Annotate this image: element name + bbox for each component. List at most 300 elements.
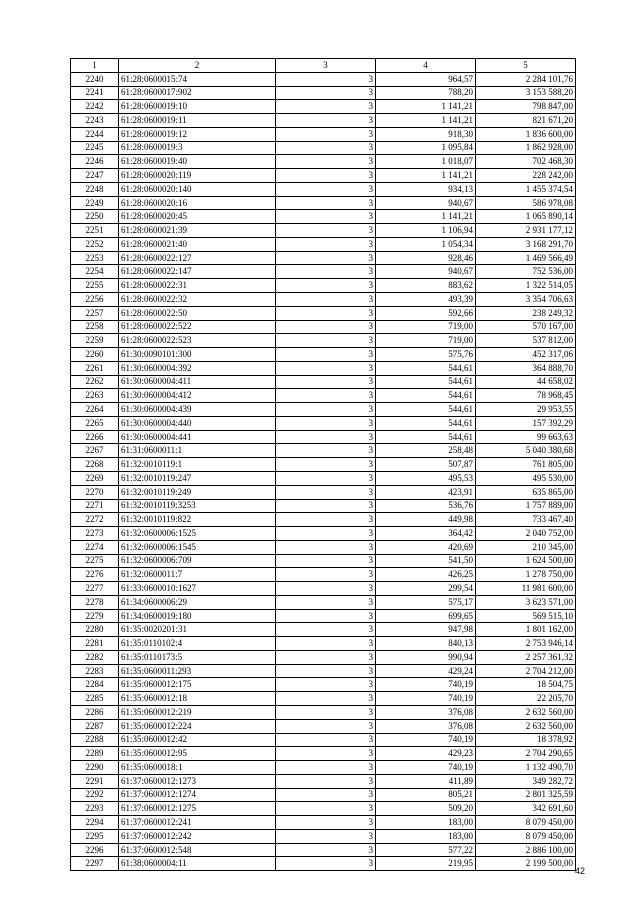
table-row <box>71 623 576 637</box>
cadastral-value-cell: 342 691,60 <box>476 802 576 816</box>
row-number-cell: 2261 <box>71 361 119 375</box>
cadastral-value-cell: 2 704 290,65 <box>476 747 576 761</box>
table-row <box>71 527 576 541</box>
cadastral-number-cell: 61:37:0600012:548 <box>119 843 276 857</box>
group-cell: 3 <box>276 857 376 871</box>
table-row <box>71 127 576 141</box>
cadastral-number-cell: 61:28:0600022:127 <box>119 251 276 265</box>
row-number-cell: 2294 <box>71 816 119 830</box>
group-cell: 3 <box>276 664 376 678</box>
cadastral-value-cell: 452 317,06 <box>476 348 576 362</box>
group-cell: 3 <box>276 458 376 472</box>
group-cell: 3 <box>276 251 376 265</box>
group-cell: 3 <box>276 513 376 527</box>
group-cell: 3 <box>276 540 376 554</box>
group-cell: 3 <box>276 637 376 651</box>
table-row <box>71 499 576 513</box>
row-number-cell: 2284 <box>71 678 119 692</box>
group-cell: 3 <box>276 527 376 541</box>
specific-value-cell: 1 106,94 <box>376 224 476 238</box>
specific-value-cell: 592,66 <box>376 306 476 320</box>
row-number-cell: 2243 <box>71 114 119 128</box>
specific-value-cell: 299,54 <box>376 582 476 596</box>
row-number-cell: 2254 <box>71 265 119 279</box>
table-row <box>71 375 576 389</box>
specific-value-cell: 575,76 <box>376 348 476 362</box>
group-cell: 3 <box>276 320 376 334</box>
row-number-cell: 2292 <box>71 788 119 802</box>
cadastral-number-cell: 61:28:0600021:39 <box>119 224 276 238</box>
row-number-cell: 2255 <box>71 279 119 293</box>
row-number-cell: 2253 <box>71 251 119 265</box>
specific-value-cell: 1 141,21 <box>376 210 476 224</box>
table-row <box>71 224 576 238</box>
cadastral-number-cell: 61:32:0010119:822 <box>119 513 276 527</box>
row-number-cell: 2275 <box>71 554 119 568</box>
cadastral-value-cell: 2 801 325,59 <box>476 788 576 802</box>
cadastral-value-cell: 1 132 490,70 <box>476 761 576 775</box>
specific-value-cell: 423,91 <box>376 485 476 499</box>
table-row <box>71 155 576 169</box>
specific-value-cell: 376,08 <box>376 719 476 733</box>
group-cell: 3 <box>276 210 376 224</box>
table-row <box>71 650 576 664</box>
cadastral-number-cell: 61:28:0600019:10 <box>119 100 276 114</box>
table-row <box>71 72 576 86</box>
cadastral-value-cell: 1 836 600,00 <box>476 127 576 141</box>
table-row <box>71 540 576 554</box>
row-number-cell: 2247 <box>71 169 119 183</box>
cadastral-number-cell: 61:31:0600011:1 <box>119 444 276 458</box>
specific-value-cell: 940,67 <box>376 265 476 279</box>
cadastral-number-cell: 61:28:0600020:16 <box>119 196 276 210</box>
cadastral-number-cell: 61:28:0600022:31 <box>119 279 276 293</box>
cadastral-number-cell: 61:28:0600015:74 <box>119 72 276 86</box>
group-cell: 3 <box>276 114 376 128</box>
specific-value-cell: 544,61 <box>376 416 476 430</box>
row-number-cell: 2251 <box>71 224 119 238</box>
table-row <box>71 829 576 843</box>
specific-value-cell: 183,00 <box>376 816 476 830</box>
cadastral-number-cell: 61:35:0020201:31 <box>119 623 276 637</box>
specific-value-cell: 699,65 <box>376 609 476 623</box>
row-number-cell: 2297 <box>71 857 119 871</box>
cadastral-number-cell: 61:35:0600012:224 <box>119 719 276 733</box>
table-row <box>71 237 576 251</box>
cadastral-value-cell: 635 865,00 <box>476 485 576 499</box>
cadastral-number-cell: 61:32:0600006:709 <box>119 554 276 568</box>
cadastral-value-cell: 2 040 752,00 <box>476 527 576 541</box>
table-row <box>71 637 576 651</box>
row-number-cell: 2286 <box>71 705 119 719</box>
specific-value-cell: 947,98 <box>376 623 476 637</box>
table-row <box>71 251 576 265</box>
cadastral-number-cell: 61:32:0010119:249 <box>119 485 276 499</box>
row-number-cell: 2257 <box>71 306 119 320</box>
cadastral-number-cell: 61:28:0600019:40 <box>119 155 276 169</box>
table-row <box>71 843 576 857</box>
cadastral-value-cell: 44 658,02 <box>476 375 576 389</box>
row-number-cell: 2268 <box>71 458 119 472</box>
table-row <box>71 293 576 307</box>
row-number-cell: 2265 <box>71 416 119 430</box>
group-cell: 3 <box>276 279 376 293</box>
cadastral-number-cell: 61:28:0600022:523 <box>119 334 276 348</box>
row-number-cell: 2264 <box>71 403 119 417</box>
cadastral-value-cell: 1 278 750,00 <box>476 568 576 582</box>
table-row <box>71 210 576 224</box>
group-cell: 3 <box>276 375 376 389</box>
row-number-cell: 2293 <box>71 802 119 816</box>
cadastral-number-cell: 61:37:0600012:242 <box>119 829 276 843</box>
cadastral-number-cell: 61:32:0600006:1525 <box>119 527 276 541</box>
specific-value-cell: 364,42 <box>376 527 476 541</box>
group-cell: 3 <box>276 416 376 430</box>
specific-value-cell: 1 018,07 <box>376 155 476 169</box>
table-row <box>71 430 576 444</box>
specific-value-cell: 740,19 <box>376 692 476 706</box>
cadastral-number-cell: 61:38:0600004:11 <box>119 857 276 871</box>
group-cell: 3 <box>276 595 376 609</box>
row-number-cell: 2241 <box>71 86 119 100</box>
table-row <box>71 348 576 362</box>
group-cell: 3 <box>276 816 376 830</box>
table-row <box>71 306 576 320</box>
row-number-cell: 2279 <box>71 609 119 623</box>
table-row <box>71 485 576 499</box>
cadastral-value-cell: 586 978,08 <box>476 196 576 210</box>
cadastral-value-cell: 349 282,72 <box>476 774 576 788</box>
table-row <box>71 568 576 582</box>
cadastral-value-cell: 8 079 450,00 <box>476 829 576 843</box>
group-cell: 3 <box>276 568 376 582</box>
cadastral-value-cell: 3 153 588,20 <box>476 86 576 100</box>
row-number-cell: 2291 <box>71 774 119 788</box>
group-cell: 3 <box>276 499 376 513</box>
specific-value-cell: 493,39 <box>376 293 476 307</box>
row-number-cell: 2280 <box>71 623 119 637</box>
cadastral-value-cell: 2 753 946,14 <box>476 637 576 651</box>
table-row <box>71 719 576 733</box>
table-row <box>71 816 576 830</box>
row-number-cell: 2245 <box>71 141 119 155</box>
specific-value-cell: 426,25 <box>376 568 476 582</box>
cadastral-value-cell: 752 536,00 <box>476 265 576 279</box>
specific-value-cell: 376,08 <box>376 705 476 719</box>
cadastral-number-cell: 61:32:0010119:247 <box>119 471 276 485</box>
group-cell: 3 <box>276 86 376 100</box>
group-cell: 3 <box>276 623 376 637</box>
table-row <box>71 513 576 527</box>
cadastral-number-cell: 61:28:0600021:40 <box>119 237 276 251</box>
specific-value-cell: 883,62 <box>376 279 476 293</box>
cadastral-value-cell: 2 632 560,00 <box>476 705 576 719</box>
cadastral-value-cell: 2 704 212,00 <box>476 664 576 678</box>
table-row <box>71 582 576 596</box>
column-header: 1 <box>71 59 119 73</box>
cadastral-value-cell: 1 065 890,14 <box>476 210 576 224</box>
specific-value-cell: 719,00 <box>376 320 476 334</box>
group-cell: 3 <box>276 705 376 719</box>
specific-value-cell: 449,98 <box>376 513 476 527</box>
row-number-cell: 2259 <box>71 334 119 348</box>
row-number-cell: 2276 <box>71 568 119 582</box>
cadastral-value-cell: 8 079 450,00 <box>476 816 576 830</box>
cadastral-number-cell: 61:30:0090101:300 <box>119 348 276 362</box>
group-cell: 3 <box>276 100 376 114</box>
table-row <box>71 692 576 706</box>
table-row <box>71 444 576 458</box>
row-number-cell: 2258 <box>71 320 119 334</box>
specific-value-cell: 928,46 <box>376 251 476 265</box>
specific-value-cell: 740,19 <box>376 733 476 747</box>
group-cell: 3 <box>276 265 376 279</box>
table-row <box>71 761 576 775</box>
table-row <box>71 774 576 788</box>
table-row <box>71 664 576 678</box>
table-row <box>71 705 576 719</box>
group-cell: 3 <box>276 471 376 485</box>
row-number-cell: 2248 <box>71 182 119 196</box>
group-cell: 3 <box>276 609 376 623</box>
group-cell: 3 <box>276 196 376 210</box>
row-number-cell: 2295 <box>71 829 119 843</box>
specific-value-cell: 420,69 <box>376 540 476 554</box>
specific-value-cell: 544,61 <box>376 389 476 403</box>
table-row <box>71 141 576 155</box>
row-number-cell: 2252 <box>71 237 119 251</box>
specific-value-cell: 411,89 <box>376 774 476 788</box>
cadastral-value-cell: 537 812,00 <box>476 334 576 348</box>
column-header: 4 <box>376 59 476 73</box>
specific-value-cell: 544,61 <box>376 430 476 444</box>
specific-value-cell: 1 141,21 <box>376 114 476 128</box>
cadastral-value-cell: 78 968,45 <box>476 389 576 403</box>
specific-value-cell: 840,13 <box>376 637 476 651</box>
cadastral-number-cell: 61:28:0600022:522 <box>119 320 276 334</box>
row-number-cell: 2296 <box>71 843 119 857</box>
table-row <box>71 416 576 430</box>
cadastral-value-cell: 1 322 514,05 <box>476 279 576 293</box>
specific-value-cell: 544,61 <box>376 361 476 375</box>
row-number-cell: 2283 <box>71 664 119 678</box>
row-number-cell: 2269 <box>71 471 119 485</box>
column-header: 3 <box>276 59 376 73</box>
table-row <box>71 182 576 196</box>
cadastral-number-cell: 61:37:0600012:1275 <box>119 802 276 816</box>
table-row <box>71 857 576 871</box>
specific-value-cell: 990,94 <box>376 650 476 664</box>
cadastral-value-cell: 364 888,70 <box>476 361 576 375</box>
table-row <box>71 169 576 183</box>
specific-value-cell: 507,87 <box>376 458 476 472</box>
cadastral-value-cell: 3 168 291,70 <box>476 237 576 251</box>
group-cell: 3 <box>276 72 376 86</box>
cadastral-number-cell: 61:28:0600017:902 <box>119 86 276 100</box>
cadastral-value-cell: 1 862 928,00 <box>476 141 576 155</box>
table-row <box>71 733 576 747</box>
cadastral-number-cell: 61:30:0600004:439 <box>119 403 276 417</box>
cadastral-value-cell: 570 167,00 <box>476 320 576 334</box>
specific-value-cell: 577,22 <box>376 843 476 857</box>
table-row <box>71 265 576 279</box>
cadastral-number-cell: 61:28:0600019:3 <box>119 141 276 155</box>
group-cell: 3 <box>276 554 376 568</box>
row-number-cell: 2263 <box>71 389 119 403</box>
group-cell: 3 <box>276 334 376 348</box>
cadastral-number-cell: 61:35:0600012:219 <box>119 705 276 719</box>
group-cell: 3 <box>276 692 376 706</box>
group-cell: 3 <box>276 774 376 788</box>
cadastral-value-cell: 569 515,10 <box>476 609 576 623</box>
row-number-cell: 2277 <box>71 582 119 596</box>
group-cell: 3 <box>276 582 376 596</box>
group-cell: 3 <box>276 678 376 692</box>
row-number-cell: 2282 <box>71 650 119 664</box>
specific-value-cell: 964,57 <box>376 72 476 86</box>
table-row <box>71 747 576 761</box>
row-number-cell: 2287 <box>71 719 119 733</box>
cadastral-number-cell: 61:35:0110102:4 <box>119 637 276 651</box>
table-row <box>71 389 576 403</box>
cadastral-value-cell: 2 257 361,32 <box>476 650 576 664</box>
table-row <box>71 471 576 485</box>
specific-value-cell: 544,61 <box>376 403 476 417</box>
cadastral-value-cell: 1 801 162,00 <box>476 623 576 637</box>
specific-value-cell: 536,76 <box>376 499 476 513</box>
group-cell: 3 <box>276 761 376 775</box>
specific-value-cell: 740,19 <box>376 678 476 692</box>
row-number-cell: 2271 <box>71 499 119 513</box>
cadastral-number-cell: 61:28:0600019:12 <box>119 127 276 141</box>
row-number-cell: 2278 <box>71 595 119 609</box>
row-number-cell: 2285 <box>71 692 119 706</box>
table-row <box>71 609 576 623</box>
cadastral-number-cell: 61:30:0600004:411 <box>119 375 276 389</box>
row-number-cell: 2289 <box>71 747 119 761</box>
row-number-cell: 2250 <box>71 210 119 224</box>
specific-value-cell: 429,24 <box>376 664 476 678</box>
group-cell: 3 <box>276 485 376 499</box>
cadastral-number-cell: 61:37:0600012:1274 <box>119 788 276 802</box>
group-cell: 3 <box>276 169 376 183</box>
specific-value-cell: 1 095,84 <box>376 141 476 155</box>
specific-value-cell: 429,23 <box>376 747 476 761</box>
cadastral-value-cell: 733 467,40 <box>476 513 576 527</box>
cadastral-number-cell: 61:32:0600011:7 <box>119 568 276 582</box>
cadastral-number-cell: 61:30:0600004:440 <box>119 416 276 430</box>
group-cell: 3 <box>276 293 376 307</box>
cadastral-number-cell: 61:35:0600012:95 <box>119 747 276 761</box>
cadastral-number-cell: 61:28:0600022:50 <box>119 306 276 320</box>
group-cell: 3 <box>276 650 376 664</box>
cadastral-number-cell: 61:30:0600004:412 <box>119 389 276 403</box>
cadastral-value-cell: 702 468,30 <box>476 155 576 169</box>
group-cell: 3 <box>276 127 376 141</box>
table-row <box>71 458 576 472</box>
cadastral-number-cell: 61:28:0600020:119 <box>119 169 276 183</box>
row-number-cell: 2274 <box>71 540 119 554</box>
cadastral-number-cell: 61:28:0600020:45 <box>119 210 276 224</box>
cadastral-value-cell: 3 354 706,63 <box>476 293 576 307</box>
cadastral-value-cell: 99 663,63 <box>476 430 576 444</box>
table-row <box>71 86 576 100</box>
table-row <box>71 279 576 293</box>
cadastral-number-cell: 61:35:0600018:1 <box>119 761 276 775</box>
row-number-cell: 2288 <box>71 733 119 747</box>
group-cell: 3 <box>276 389 376 403</box>
row-number-cell: 2270 <box>71 485 119 499</box>
group-cell: 3 <box>276 430 376 444</box>
specific-value-cell: 219,95 <box>376 857 476 871</box>
cadastral-number-cell: 61:28:0600022:32 <box>119 293 276 307</box>
cadastral-value-cell: 210 345,00 <box>476 540 576 554</box>
cadastral-value-cell: 18 504,75 <box>476 678 576 692</box>
table-row <box>71 114 576 128</box>
group-cell: 3 <box>276 361 376 375</box>
cadastral-number-cell: 61:30:0600004:392 <box>119 361 276 375</box>
cadastral-number-cell: 61:33:0600010:1627 <box>119 582 276 596</box>
cadastral-value-cell: 1 455 374,54 <box>476 182 576 196</box>
table-body <box>71 59 576 871</box>
cadastral-value-cell: 22 205,70 <box>476 692 576 706</box>
table-row <box>71 100 576 114</box>
cadastral-value-cell: 5 040 380,68 <box>476 444 576 458</box>
row-number-cell: 2240 <box>71 72 119 86</box>
table-row <box>71 403 576 417</box>
specific-value-cell: 805,21 <box>376 788 476 802</box>
row-number-cell: 2272 <box>71 513 119 527</box>
cadastral-value-cell: 18 378,92 <box>476 733 576 747</box>
table-row <box>71 802 576 816</box>
cadastral-value-cell: 238 249,32 <box>476 306 576 320</box>
cadastral-value-cell: 2 632 560,00 <box>476 719 576 733</box>
cadastral-number-cell: 61:32:0010119:1 <box>119 458 276 472</box>
cadastral-number-cell: 61:35:0600011:293 <box>119 664 276 678</box>
specific-value-cell: 1 054,34 <box>376 237 476 251</box>
group-cell: 3 <box>276 237 376 251</box>
cadastral-value-cell: 3 623 571,00 <box>476 595 576 609</box>
table-row <box>71 334 576 348</box>
specific-value-cell: 940,67 <box>376 196 476 210</box>
row-number-cell: 2267 <box>71 444 119 458</box>
cadastral-value-cell: 2 284 101,76 <box>476 72 576 86</box>
group-cell: 3 <box>276 141 376 155</box>
table-row <box>71 361 576 375</box>
group-cell: 3 <box>276 802 376 816</box>
row-number-cell: 2266 <box>71 430 119 444</box>
row-number-cell: 2246 <box>71 155 119 169</box>
group-cell: 3 <box>276 788 376 802</box>
cadastral-value-cell: 761 805,00 <box>476 458 576 472</box>
specific-value-cell: 183,00 <box>376 829 476 843</box>
data-table <box>70 58 576 871</box>
group-cell: 3 <box>276 306 376 320</box>
group-cell: 3 <box>276 224 376 238</box>
group-cell: 3 <box>276 843 376 857</box>
group-cell: 3 <box>276 403 376 417</box>
specific-value-cell: 719,00 <box>376 334 476 348</box>
cadastral-number-cell: 61:32:0010119:3253 <box>119 499 276 513</box>
specific-value-cell: 740,19 <box>376 761 476 775</box>
cadastral-value-cell: 157 392,29 <box>476 416 576 430</box>
cadastral-value-cell: 2 886 100,00 <box>476 843 576 857</box>
cadastral-number-cell: 61:35:0110173:5 <box>119 650 276 664</box>
specific-value-cell: 541,50 <box>376 554 476 568</box>
cadastral-value-cell: 495 530,00 <box>476 471 576 485</box>
group-cell: 3 <box>276 747 376 761</box>
specific-value-cell: 1 141,21 <box>376 169 476 183</box>
